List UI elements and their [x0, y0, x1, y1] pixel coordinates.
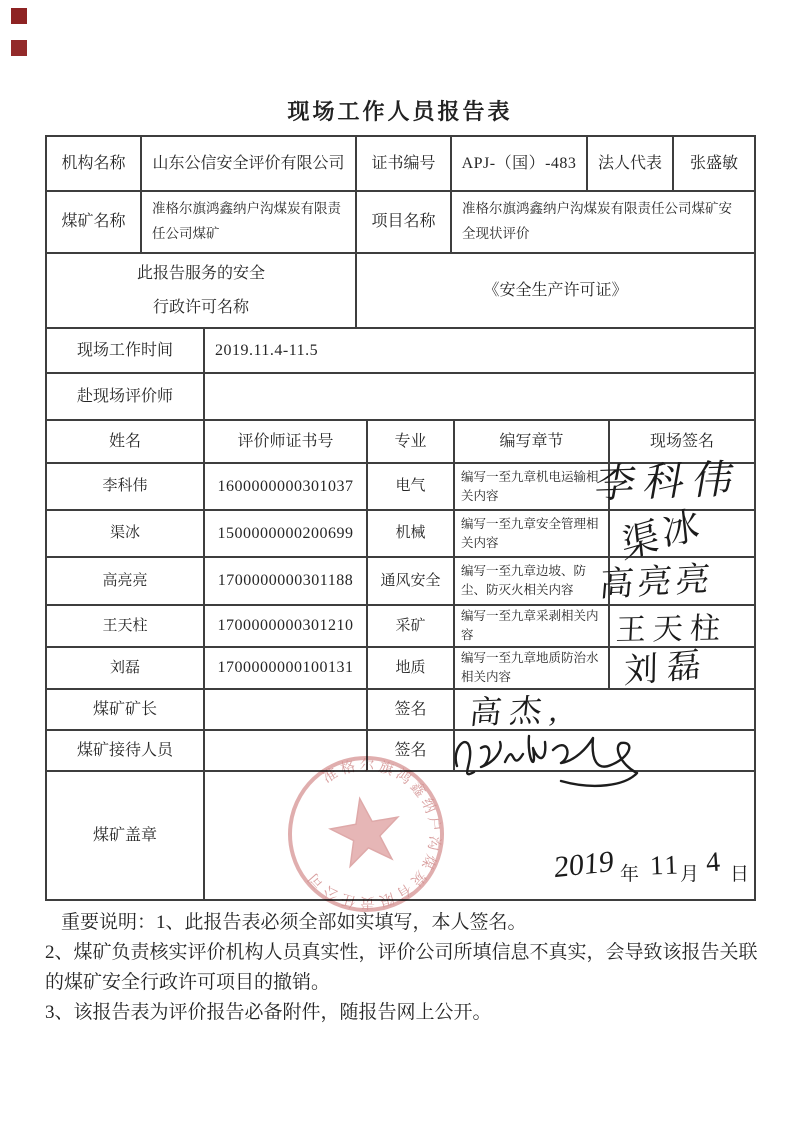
legal-value-cell: 张盛敏	[689, 154, 738, 172]
evaluators-label-cell: 赴现场评价师	[47, 374, 205, 419]
red-marker-top	[11, 8, 27, 24]
row-license	[47, 254, 754, 329]
evaluator-signature: 刘磊	[623, 646, 711, 691]
license-label-line1: 此报告服务的安全	[136, 264, 265, 282]
reception-label-cell: 煤矿接待人员	[47, 731, 205, 770]
row-organization	[47, 137, 754, 192]
person-name: 王天柱	[47, 606, 205, 646]
date-month-unit: 月	[680, 864, 700, 885]
header-signature-cell: 现场签名	[649, 432, 714, 450]
important-notes	[45, 908, 763, 1028]
reception-sign-label-cell: 签名	[368, 731, 455, 770]
stamp-ring-text: 准格尔旗鸿鑫纳户沟煤炭有限责任公司	[303, 757, 443, 911]
stamp-star-icon	[326, 793, 405, 869]
header-chapters-cell: 编写章节	[455, 421, 610, 462]
row-worktime	[47, 329, 754, 374]
row-evaluators	[47, 374, 754, 421]
evaluator-signature: 高亮亮	[598, 560, 716, 605]
person-certno: 1700000000100131	[205, 648, 368, 688]
date-day: 4	[704, 846, 722, 879]
stamp-label-cell: 煤矿盖章	[47, 772, 205, 899]
header-major-cell: 专业	[368, 421, 455, 462]
page-title: 现场工作人员报告表	[287, 99, 513, 124]
row-mine-name	[47, 192, 754, 254]
person-name: 渠冰	[47, 511, 205, 556]
evaluator-signature: 王天柱	[614, 612, 728, 647]
mine-stamp	[276, 744, 456, 924]
cert-label-cell: 证书编号	[357, 137, 452, 190]
person-certno: 1700000000301188	[205, 558, 368, 604]
mine-label-cell: 煤矿名称	[47, 192, 142, 252]
person-certno: 1500000000200699	[205, 511, 368, 556]
org-label-cell: 机构名称	[47, 137, 142, 190]
person-chapters: 编写一至九章机电运输相关内容	[455, 464, 610, 509]
person-chapters: 编写一至九章地质防治水相关内容	[455, 648, 610, 688]
header-certno-cell: 评价师证书号	[205, 421, 368, 462]
date-day-unit: 日	[730, 864, 750, 885]
note-line-1: 重要说明：1、此报告表必须全部如实填写，本人签名。	[61, 912, 527, 933]
date-month: 11	[649, 849, 681, 881]
manager-sign-label-cell: 签名	[368, 690, 455, 729]
person-major: 通风安全	[368, 558, 455, 604]
org-value-cell: 山东公信安全评价有限公司	[142, 137, 357, 190]
mine-value-cell: 准格尔旗鸿鑫纳户沟煤炭有限责任公司煤矿	[142, 192, 357, 252]
worktime-value-cell: 2019.11.4-11.5	[215, 341, 319, 359]
note-line-2: 2、煤矿负责核实评价机构人员真实性，评价公司所填信息不真实，会导致该报告关联的煤矿安全行政许可项目的撤销。	[45, 942, 758, 993]
license-value-cell: 《安全生产许可证》	[483, 281, 628, 299]
person-name: 李科伟	[47, 464, 205, 509]
manager-empty-cell	[205, 690, 368, 729]
person-major: 采矿	[368, 606, 455, 646]
person-chapters: 编写一至九章采剥相关内容	[455, 606, 610, 646]
worktime-label-cell: 现场工作时间	[47, 329, 205, 372]
person-chapters: 编写一至九章边坡、防尘、防灭火相关内容	[455, 558, 610, 604]
person-name: 刘磊	[47, 648, 205, 688]
note-line-3: 3、该报告表为评价报告必备附件，随报告网上公开。	[45, 1002, 492, 1023]
person-major: 地质	[368, 648, 455, 688]
person-certno: 1600000000301037	[205, 464, 368, 509]
date-year-unit: 年	[620, 864, 640, 885]
stamp-date	[554, 846, 754, 896]
evaluators-value-cell	[205, 374, 754, 419]
license-label-cell	[47, 254, 357, 327]
header-name-cell: 姓名	[47, 421, 205, 462]
license-label-line2: 行政许可名称	[152, 298, 249, 316]
cert-value-cell: APJ-（国）-483	[452, 137, 588, 190]
manager-label-cell: 煤矿矿长	[47, 690, 205, 729]
project-label-cell: 项目名称	[357, 192, 452, 252]
person-major: 电气	[368, 464, 455, 509]
legal-label-cell: 法人代表	[588, 137, 674, 190]
person-name: 高亮亮	[47, 558, 205, 604]
red-marker-bottom	[11, 40, 27, 56]
date-year: 2019	[553, 844, 615, 885]
person-chapters: 编写一至九章安全管理相关内容	[455, 511, 610, 556]
evaluator-signature: 李科伟	[591, 456, 747, 507]
reception-signature-scribble	[443, 720, 657, 798]
person-major: 机械	[368, 511, 455, 556]
project-value-cell: 准格尔旗鸿鑫纳户沟煤炭有限责任公司煤矿安全现状评价	[462, 201, 732, 241]
evaluator-signature: 渠冰	[619, 502, 706, 568]
mine-manager-signature: 高杰,	[467, 691, 568, 731]
person-certno: 1700000000301210	[205, 606, 368, 646]
